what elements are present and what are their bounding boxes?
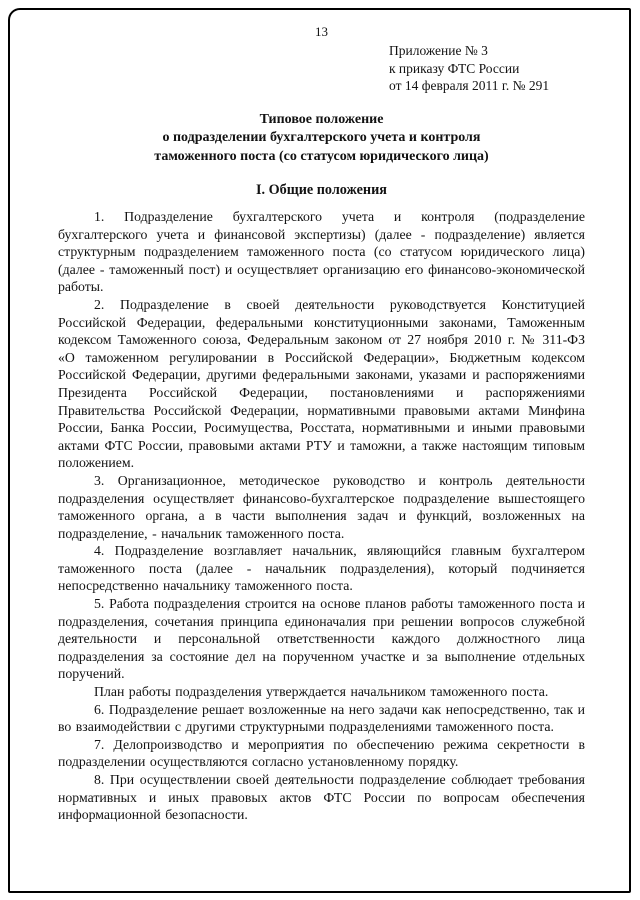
body-paragraph-5: 5. Работа подразделения строится на основе планов работы таможенного поста и подразделения, сочетания принципа единоначалия при решении вопросов служебной деятельности и персональной ответственности каждого должностного лица подразделения за состояние дел на порученном участке и за выполнение отдельных поручений. xyxy=(58,596,585,682)
page-number: 13 xyxy=(315,24,328,39)
section-heading: I. Общие положения xyxy=(256,182,387,198)
body-paragraph-1: 1. Подразделение бухгалтерского учета и контроля (подразделение бухгалтерского учета и финансовой экспертизы) (далее - подразделение) является структурным подразделением таможенного поста (со статусом юридического лица) (далее - таможенный пост) и осуществляет организацию его финансово-экономической работы. xyxy=(58,209,585,295)
body-paragraph-8: 8. При осуществлении своей деятельности подразделение соблюдает требования нормативных и иных правовых актов ФТС России по вопросам обеспечения информационной безопасности. xyxy=(58,772,585,823)
title-line-2: о подразделении бухгалтерского учета и контроля xyxy=(162,130,481,145)
body-paragraph-7: 7. Делопроизводство и мероприятия по обеспечению режима секретности в подразделении осуществляются согласно установленному порядку. xyxy=(58,736,585,770)
body-paragraph-6: 6. Подразделение решает возложенные на него задачи как непосредственно, так и во взаимодействии с другими структурными подразделениями таможенного поста. xyxy=(58,701,585,735)
header-line-date: от 14 февраля 2011 г. № 291 xyxy=(389,78,550,93)
document-header xyxy=(389,42,585,95)
document-title xyxy=(58,111,585,167)
header-line-appendix: Приложение № 3 xyxy=(389,43,488,58)
header-line-order: к приказу ФТС России xyxy=(389,60,520,76)
title-line-3: таможенного поста (со статусом юридического лица) xyxy=(154,148,489,164)
body-paragraph-4: 4. Подразделение возглавляет начальник, являющийся главным бухгалтером таможенного поста (далее - начальник подразделения), который подчиняется непосредственно начальнику таможенного поста. xyxy=(58,543,585,594)
page-frame xyxy=(8,8,631,893)
document-body xyxy=(58,208,585,824)
body-paragraph-2: 2. Подразделение в своей деятельности руководствуется Конституцией Российской Федерации, федеральными конституционными законами, Таможенным кодексом Таможенного союза, Федеральным законом от 27 ноября 2010 г. № 311-ФЗ «О таможенном регулировании в Российской Федерации», Бюджетным кодексом Российской Федерации, другими федеральными законами, указами и распоряжениями Президента Российской Федерации, постановлениями и распоряжениями Правительства Российской Федерации, нормативными правовыми актами Минфина России, Банка России, Росимущества, Росстата, нормативными и иными правовыми актами ФТС России, правовыми актами РТУ и таможни, а также настоящим типовым положением. xyxy=(58,296,585,471)
body-paragraph-3: 3. Организационное, методическое руководство и контроль деятельности подразделения осуществляет финансово-бухгалтерское подразделение вышестоящего таможенного органа, а в части выполнения задач и функций, возложенных на подразделение, - начальник таможенного поста. xyxy=(58,472,585,541)
body-paragraph-5-plan: План работы подразделения утверждается начальником таможенного поста. xyxy=(94,684,549,700)
title-line-1: Типовое положение xyxy=(259,111,384,127)
